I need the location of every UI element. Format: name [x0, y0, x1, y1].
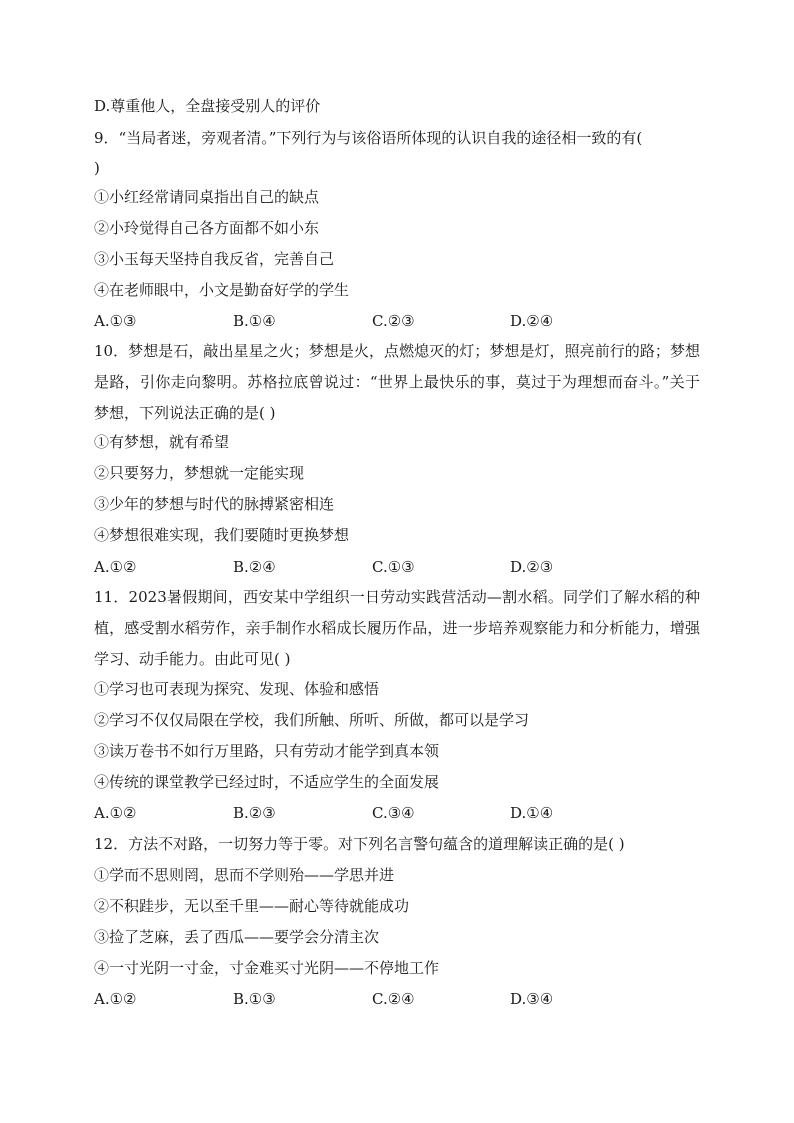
- question-11-item-1: ①学习也可表现为探究、发现、体验和感悟: [94, 680, 380, 698]
- question-12-option-a: A.①②: [94, 990, 137, 1008]
- question-10-item-1: ①有梦想，就有希望: [94, 433, 230, 451]
- question-9-option-b: B.①④: [233, 312, 276, 330]
- question-10-options: [94, 557, 694, 577]
- question-11-option-b: B.②③: [233, 804, 276, 822]
- question-11-option-d: D.①④: [510, 804, 554, 822]
- question-11-item-2: ②学习不仅仅局限在学校，我们所触、所听、所做，都可以是学习: [94, 711, 530, 729]
- question-9-stem: 9．“当局者迷，旁观者清。”下列行为与该俗语所体现的认识自我的途径相一致的有(: [94, 129, 643, 147]
- question-9-options: [94, 311, 694, 331]
- question-10-option-d: D.②③: [510, 558, 554, 576]
- question-10-option-b: B.②④: [233, 558, 276, 576]
- question-11-item-4: ④传统的课堂教学已经过时，不适应学生的全面发展: [94, 773, 440, 791]
- question-10-stem: 10．梦想是石，敲出星星之火；梦想是火，点燃熄灭的灯；梦想是灯，照亮前行的路；梦想是路，引你走向黎明。苏格拉底曾说过：“世界上最快乐的事，莫过于为理想而奋斗。”关于梦想，下列说法正确的是( ): [94, 342, 700, 422]
- question-9-option-a: A.①③: [94, 312, 137, 330]
- prev-question-option-d: D.尊重他人，全盘接受别人的评价: [94, 97, 321, 115]
- question-11-option-c: C.③④: [372, 804, 415, 822]
- question-12-option-b: B.①③: [233, 990, 276, 1008]
- question-10-item-4: ④梦想很难实现，我们要随时更换梦想: [94, 526, 350, 544]
- question-11-option-a: A.①②: [94, 804, 137, 822]
- question-9-item-2: ②小玲觉得自己各方面都不如小东: [94, 219, 320, 237]
- question-11-options: [94, 803, 694, 823]
- question-9-item-1: ①小红经常请同桌指出自己的缺点: [94, 188, 320, 206]
- question-12-options: [94, 989, 694, 1009]
- question-12-option-d: D.③④: [510, 990, 554, 1008]
- question-10-item-3: ③少年的梦想与时代的脉搏紧密相连: [94, 495, 335, 513]
- question-9-item-3: ③小玉每天坚持自我反省，完善自己: [94, 250, 335, 268]
- question-12-item-1: ①学而不思则罔，思而不学则殆——学思并进: [94, 866, 395, 884]
- question-12-stem: 12．方法不对路，一切努力等于零。对下列名言警句蕴含的道理解读正确的是( ): [94, 835, 625, 853]
- question-10-option-c: C.①③: [372, 558, 415, 576]
- question-9-option-d: D.②④: [510, 312, 554, 330]
- question-12-item-4: ④一寸光阴一寸金，寸金难买寸光阴——不停地工作: [94, 959, 440, 977]
- question-11-stem: 11．2023暑假期间，西安某中学组织一日劳动实践营活动—割水稻。同学们了解水稻的种植，感受割水稻劳作，亲手制作水稻成长履历作品，进一步培养观察能力和分析能力，增强学习、动手能力。由此可见( ): [94, 588, 700, 668]
- question-9-stem-cont: ): [94, 159, 100, 177]
- question-10-item-2: ②只要努力，梦想就一定能实现: [94, 464, 305, 482]
- question-9-option-c: C.②③: [372, 312, 415, 330]
- question-12-option-c: C.②④: [372, 990, 415, 1008]
- question-11-item-3: ③读万卷书不如行万里路，只有劳动才能学到真本领: [94, 742, 440, 760]
- question-12-item-2: ②不积跬步，无以至千里——耐心等待就能成功: [94, 897, 410, 915]
- question-9-item-4: ④在老师眼中，小文是勤奋好学的学生: [94, 281, 350, 299]
- question-12-item-3: ③捡了芝麻，丢了西瓜——要学会分清主次: [94, 928, 380, 946]
- question-10-option-a: A.①②: [94, 558, 137, 576]
